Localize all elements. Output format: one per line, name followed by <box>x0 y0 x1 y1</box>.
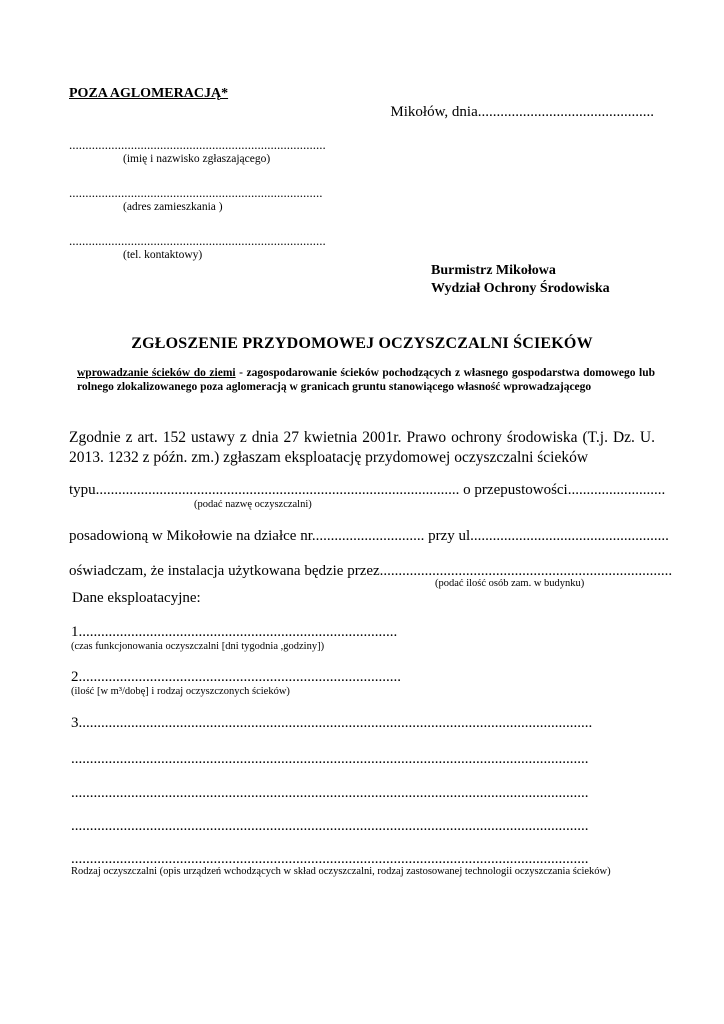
intro-paragraph: Zgodnie z art. 152 ustawy z dnia 27 kwietnia 2001r. Prawo ochrony środowiska (T.j. Dz. U. 2013. 1232 z późn. zm.) zgłaszam eksploatację przydomowej oczyszczalni ścieków <box>69 429 655 466</box>
subtitle-underlined: wprowadzanie ścieków do ziemi <box>77 367 236 379</box>
applicant-address-hint: (adres zamieszkania ) <box>123 201 223 213</box>
item1-field[interactable]: 1..................................................................................... <box>71 624 398 640</box>
item3-hint: Rodzaj oczyszczalni (opis urządzeń wchodzących w skład oczyszczalni, rodzaj zastosowanej technologii oczyszczania ścieków) <box>71 866 611 877</box>
item3-line-3[interactable]: .......................................................................................................................................... <box>71 785 589 801</box>
item3-line-4[interactable]: .......................................................................................................................................... <box>71 818 589 834</box>
applicant-name-hint: (imię i nazwisko zgłaszającego) <box>123 153 271 165</box>
operational-data-title: Dane eksploatacyjne: <box>72 590 201 606</box>
applicant-name-field[interactable]: ............................................................................... <box>69 137 326 152</box>
form-title: ZGŁOSZENIE PRZYDOMOWEJ OCZYSZCZALNI ŚCIEKÓW <box>131 335 593 352</box>
item3-line-2[interactable]: .......................................................................................................................................... <box>71 751 589 767</box>
form-subtitle <box>77 366 655 394</box>
place-date-field[interactable]: Mikołów, dnia............................................... <box>390 104 654 120</box>
item3-field[interactable]: 3......................................................................................................................................... <box>71 715 593 731</box>
type-hint: (podać nazwę oczyszczalni) <box>194 499 312 510</box>
recipient-department: Wydział Ochrony Środowiska <box>431 281 610 296</box>
recipient-mayor: Burmistrz Mikołowa <box>431 263 556 278</box>
declaration-hint: (podać ilość osób zam. w budynku) <box>435 578 585 589</box>
outside-agglomeration-label: POZA AGLOMERACJĄ* <box>69 86 229 101</box>
location-field[interactable]: posadowioną w Mikołowie na działce nr.............................. przy ul..................................................... <box>69 528 669 544</box>
applicant-address-field[interactable]: .............................................................................. <box>69 185 323 200</box>
item1-hint: (czas funkcjonowania oczyszczalni [dni tygodnia ,godziny]) <box>71 641 325 652</box>
declaration-field[interactable]: oświadczam, że instalacja użytkowana będzie przez.............................................................................. <box>69 563 673 579</box>
item2-field[interactable]: 2...................................................................................... <box>71 669 401 685</box>
subtitle-rest: - zagospodarowanie ścieków pochodzących z własnego gospodarstwa domowego lub rolnego zlokalizowanego poza aglomeracją w granicach gruntu stanowiącego własność wprowadzającego <box>77 367 655 393</box>
applicant-phone-hint: (tel. kontaktowy) <box>123 249 203 261</box>
item2-hint: (ilość [w m³/dobę] i rodzaj oczyszczonych ścieków) <box>71 686 290 697</box>
applicant-phone-field[interactable]: ............................................................................... <box>69 233 326 248</box>
item3-line-5[interactable]: .......................................................................................................................................... <box>71 851 589 867</box>
type-field[interactable]: typu................................................................................................. o przepustowości.......................... <box>69 482 666 498</box>
